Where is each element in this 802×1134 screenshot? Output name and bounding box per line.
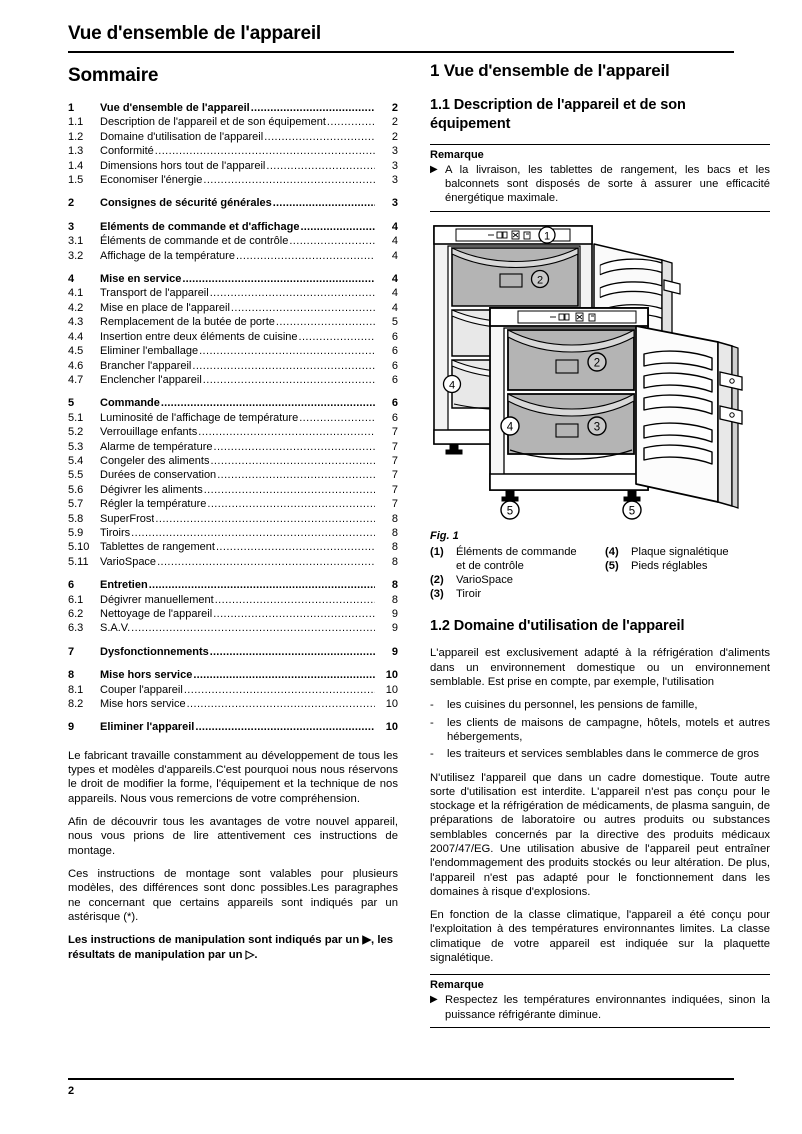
toc-entry[interactable]	[68, 249, 398, 263]
toc-entry-number: 5.5	[68, 469, 84, 482]
toc-entry-page: 10	[385, 721, 398, 734]
legend-entry-key: (3)	[430, 588, 444, 601]
svg-text:5: 5	[506, 505, 514, 518]
toc-entry-label: VarioSpace	[100, 555, 157, 568]
toc-entry-label: Insertion entre deux éléments de cuisine	[100, 330, 298, 343]
toc-entry-page: 8	[391, 512, 398, 525]
toc-entry-page: 2	[391, 116, 398, 129]
toc-entry-page: 2	[391, 130, 398, 143]
toc-entry-label: Brancher l'appareil	[100, 359, 192, 372]
remark-divider-top-2	[430, 974, 770, 975]
remark-item-2	[430, 993, 770, 1021]
toc-entry-number: 1.1	[68, 116, 84, 129]
toc-entry[interactable]	[68, 593, 398, 607]
toc-entry-number: 5	[68, 397, 75, 410]
appliance-illustration	[430, 222, 770, 522]
toc-entry-page: 6	[391, 373, 398, 386]
toc-entry-page: 7	[391, 469, 398, 482]
toc-entry-number: 6	[68, 579, 75, 592]
toc-entry-number: 4.7	[68, 373, 84, 386]
toc-entry-number: 5.7	[68, 498, 84, 511]
legend-column-left	[430, 545, 595, 602]
dash-bullet-icon: -	[430, 699, 434, 712]
toc-entry[interactable]	[68, 144, 398, 158]
toc-leader-dots	[203, 173, 375, 187]
usage-list-item	[430, 747, 770, 761]
toc-entry-number: 5.1	[68, 411, 84, 424]
toc-entry[interactable]	[68, 607, 398, 621]
toc-leader-dots	[276, 315, 375, 329]
toc-entry[interactable]	[68, 373, 398, 387]
toc-entry[interactable]	[68, 526, 398, 540]
toc-leader-dots	[216, 540, 375, 554]
toc-entry-label: Enclencher l'appareil	[100, 373, 202, 386]
remark-text-2: Respectez les températures environnantes indiquées, sinon la puissance réfrigérante diminue.	[445, 994, 770, 1021]
svg-text:1: 1	[543, 230, 551, 243]
toc-entry[interactable]	[68, 344, 398, 358]
toc-leader-dots	[131, 621, 375, 635]
toc-entry[interactable]	[68, 196, 398, 210]
toc-leader-dots	[210, 454, 375, 468]
toc-leader-dots	[210, 286, 375, 300]
legend-entry-key: (4)	[605, 545, 619, 558]
section-1-2-paragraph-1: L'appareil est exclusivement adapté à la réfrigération d'aliments dans un environnement domestique ou un environnement semblable. Est prise en compte, par exemple, l'utilisation	[430, 647, 770, 689]
toc-entry-page: 7	[391, 454, 398, 467]
toc-entry-page: 3	[391, 174, 398, 187]
toc-entry-number: 4.1	[68, 287, 84, 300]
remark-label-2: Remarque	[430, 979, 484, 992]
toc-leader-dots	[193, 668, 375, 682]
toc-entry-number: 7	[68, 645, 75, 658]
callout-2-rear	[532, 270, 549, 287]
toc-entry[interactable]	[68, 159, 398, 173]
toc-entry-label: Tablettes de rangement	[100, 541, 215, 554]
toc-entry[interactable]	[68, 272, 398, 286]
footer-page-number: 2	[68, 1085, 75, 1097]
toc-entry-label: Luminosité de l'affichage de température	[100, 411, 299, 424]
toc-entry-label: Éléments de commande et de contrôle	[100, 235, 289, 248]
legend-entry-label: Tiroir	[456, 588, 482, 601]
legend-entry	[430, 573, 595, 587]
toc-entry-number: 8.2	[68, 698, 84, 711]
remark-divider-bottom-2	[430, 1027, 770, 1028]
callout-4	[501, 417, 519, 435]
chapter-title: 1 Vue d'ensemble de l'appareil	[430, 61, 670, 80]
toc-leader-dots	[184, 683, 375, 697]
section-1-1-title: 1.1 Description de l'appareil et de son équipement	[430, 97, 686, 132]
toc-entry[interactable]	[68, 621, 398, 635]
running-header	[68, 22, 734, 53]
toc-leader-dots	[217, 468, 375, 482]
toc-entry-page: 6	[391, 411, 398, 424]
toc-entry-page: 6	[391, 330, 398, 343]
toc-leader-dots	[214, 440, 376, 454]
toc-entry-label: Eliminer l'appareil	[100, 721, 195, 734]
toc-entry-number: 6.1	[68, 593, 84, 606]
toc-entry[interactable]	[68, 540, 398, 554]
toc-leader-dots	[213, 607, 375, 621]
toc-entry-number: 4.5	[68, 345, 84, 358]
toc-entry-number: 5.9	[68, 526, 84, 539]
toc-entry[interactable]	[68, 683, 398, 697]
toc-entry-number: 3	[68, 220, 75, 233]
toc-entry-number: 4.3	[68, 316, 84, 329]
toc-leader-dots	[182, 272, 375, 286]
toc-entry-number: 5.3	[68, 440, 84, 453]
toc-entry-label: Durées de conservation	[100, 469, 217, 482]
toc-entry-page: 3	[391, 145, 398, 158]
intro-paragraph-2: Afin de découvrir tous les avantages de votre nouvel appareil, nous vous prions de lire attentivement ces instructions de montage.	[68, 816, 398, 857]
toc-entry-page: 8	[391, 593, 398, 606]
dash-bullet-icon: -	[430, 716, 434, 729]
toc-entry-label: Tiroirs	[100, 526, 131, 539]
toc-leader-dots	[289, 234, 375, 248]
toc-entry[interactable]	[68, 220, 398, 234]
toc-entry-label: Domaine d'utilisation de l'appareil	[100, 130, 264, 143]
legend-entry	[605, 545, 770, 559]
toc-entry[interactable]	[68, 454, 398, 468]
toc-entry-page: 5	[391, 316, 398, 329]
remark-divider-top	[430, 144, 770, 145]
toc-leader-dots	[251, 101, 375, 115]
svg-text:2: 2	[536, 274, 544, 287]
toc-entry-number: 1.2	[68, 130, 84, 143]
dash-bullet-icon: -	[430, 748, 434, 761]
toc-entry[interactable]	[68, 645, 398, 659]
toc-entry-page: 9	[391, 608, 398, 620]
toc-entry-label: Couper l'appareil	[100, 683, 183, 696]
legend-entry-key: (1)	[430, 545, 444, 558]
toc-entry-number: 6.3	[68, 622, 84, 635]
figure-caption: Fig. 1	[430, 529, 459, 542]
toc-entry-number: 5.6	[68, 483, 84, 496]
remark-item	[430, 163, 770, 206]
toc-leader-dots	[157, 555, 375, 569]
usage-list-item-text: les cuisines du personnel, les pensions de famille,	[447, 699, 698, 712]
toc-entry-label: Commande	[100, 397, 160, 410]
toc-leader-dots	[210, 645, 375, 659]
toc-entry-label: Economiser l'énergie	[100, 174, 203, 187]
section-1-2-paragraph-2: N'utilisez l'appareil que dans un cadre domestique. Toute autre sorte d'utilisation est interdite. L'appareil n'est pas conçu pour le stockage et la réfrigération de médicaments, de plasma sanguin, de préparations de laboratoire ou autres produits ou substances semblables concernés par la directive des produits médicaux 2007/47/EG. Une utilisation abusive de l'appareil peut entraîner l'endommagement des produits stockés ou leur altération. De plus, l'appareil n'est pas adapté pour le fonctionnement dans les domaines à risque d'explosions.	[430, 771, 770, 898]
toc-entry[interactable]	[68, 578, 398, 592]
toc-entry-number: 3.2	[68, 249, 84, 262]
toc-entry[interactable]	[68, 440, 398, 454]
header-divider	[68, 51, 734, 53]
toc-leader-dots	[149, 578, 375, 592]
usage-list-item	[430, 716, 770, 745]
toc-entry-label: Dégivrer les aliments	[100, 483, 203, 496]
toc-entry[interactable]	[68, 425, 398, 439]
toc-entry-number: 5.11	[68, 555, 89, 568]
remark-label: Remarque	[430, 149, 484, 161]
toc-entry-number: 8.1	[68, 683, 84, 696]
toc-entry[interactable]	[68, 330, 398, 344]
front-drawer-variospace	[508, 330, 634, 390]
toc-entry-label: Eliminer l'emballage	[100, 345, 199, 358]
legend-entry	[430, 587, 595, 601]
toc-entry-page: 4	[391, 249, 398, 262]
toc-entry-page: 3	[391, 197, 398, 210]
page-title: Vue d'ensemble de l'appareil	[68, 23, 321, 44]
adjustable-foot-right	[623, 490, 641, 519]
toc-entry-page: 9	[391, 645, 398, 658]
toc-entry-label: Dysfonctionnements	[100, 645, 209, 658]
toc-entry[interactable]	[68, 411, 398, 425]
toc-entry-page: 4	[391, 220, 398, 233]
toc-entry[interactable]	[68, 130, 398, 144]
toc-entry-label: Alarme de température	[100, 440, 213, 453]
toc-leader-dots	[155, 512, 375, 526]
section-1-2-paragraph-3: En fonction de la classe climatique, l'appareil a été conçu pour l'exploitation à des températures environnantes limites. La classe climatique de votre appareil est indiquée sur la plaquette signalétique.	[430, 909, 770, 965]
legend-entry-label: Plaque signalétique	[631, 545, 729, 558]
toc-leader-dots	[203, 373, 375, 387]
legend-entry-label: Éléments de commande	[456, 545, 577, 558]
toc-entry-label: Entretien	[100, 579, 148, 592]
toc-heading: Sommaire	[68, 65, 159, 86]
toc-entry[interactable]	[68, 359, 398, 373]
toc-leader-dots	[266, 159, 375, 173]
figure-1	[430, 222, 770, 602]
toc-entry-page: 8	[391, 526, 398, 539]
toc-entry[interactable]	[68, 697, 398, 711]
toc-entry[interactable]	[68, 396, 398, 410]
toc-entry-page: 3	[391, 159, 398, 172]
legend-entry-label: Pieds réglables	[631, 559, 708, 572]
toc-entry-label: Congeler des aliments	[100, 454, 210, 467]
intro-paragraph-1: Le fabricant travaille constamment au développement de tous les types et modèles d'appareils.C'est pourquoi nous nous réservons le droit de modifier la forme, l'équipement et la technique de nos appareils. Nous vous remercions de votre compréhension.	[68, 749, 398, 805]
svg-text:4: 4	[448, 379, 456, 392]
toc-entry[interactable]	[68, 234, 398, 248]
toc-leader-dots	[273, 196, 375, 210]
toc-leader-dots	[161, 396, 375, 410]
toc-entry-page: 10	[385, 683, 398, 696]
toc-leader-dots	[131, 526, 375, 540]
toc-entry-page: 2	[391, 102, 398, 114]
toc-entry-page: 6	[391, 397, 398, 410]
toc-entry-label: Mise hors service	[100, 669, 193, 682]
toc-entry[interactable]	[68, 286, 398, 300]
toc-entry-label: Eléments de commande et d'affichage	[100, 220, 300, 233]
remark-box-1	[430, 144, 770, 212]
usage-list	[430, 698, 770, 761]
adjustable-foot-left	[501, 490, 519, 519]
toc-entry-label: Description de l'appareil et de son équipement	[100, 116, 326, 129]
toc-entry-page: 8	[391, 579, 398, 592]
toc-entry-label: S.A.V.	[100, 622, 131, 635]
toc-entry-number: 6.2	[68, 608, 84, 620]
toc-entry[interactable]	[68, 315, 398, 329]
toc-entry[interactable]	[68, 173, 398, 187]
toc-leader-dots	[192, 359, 375, 373]
toc-entry-number: 5.10	[68, 541, 90, 554]
toc-entry-label: Dégivrer manuellement	[100, 593, 214, 606]
page-footer	[68, 1078, 734, 1097]
toc-leader-dots	[231, 301, 375, 315]
toc-entry[interactable]	[68, 512, 398, 526]
legend-column-right	[605, 545, 770, 602]
legend-entry-key: (2)	[430, 574, 444, 587]
callout-1	[539, 227, 555, 243]
toc-leader-dots	[199, 344, 375, 358]
callout-4-rear	[444, 375, 461, 392]
toc-entry-label: Mise en service	[100, 273, 182, 286]
toc-entry-number: 1.4	[68, 159, 84, 172]
toc-entry-label: Transport de l'appareil	[100, 287, 209, 300]
toc-entry-number: 2	[68, 197, 75, 210]
toc-entry-page: 4	[391, 301, 398, 314]
front-door	[636, 326, 742, 508]
intro-paragraph-3: Ces instructions de montage sont valables pour plusieurs modèles, des différences sont donc possibles.Les paragraphes ne concernant que certains appareils sont indiqués par un astérisque (*).	[68, 867, 398, 923]
toc-entry[interactable]	[68, 668, 398, 682]
svg-text:4: 4	[506, 421, 514, 434]
toc-entry-page: 7	[391, 498, 398, 511]
legend-entry	[605, 559, 770, 573]
toc-entry-page: 7	[391, 483, 398, 496]
legend-entry-label: VarioSpace	[456, 574, 514, 587]
callout-2	[588, 353, 606, 371]
toc-entry-label: Verrouillage enfants	[100, 426, 198, 439]
toc-leader-dots	[195, 720, 375, 734]
toc-leader-dots	[155, 144, 375, 158]
toc-leader-dots	[264, 130, 375, 144]
svg-text:3: 3	[593, 421, 601, 434]
toc-entry-page: 8	[391, 555, 398, 568]
toc-entry-number: 9	[68, 721, 75, 734]
toc-entry-label: Mise hors service	[100, 698, 186, 711]
toc-leader-dots	[236, 249, 375, 263]
toc-entry-page: 8	[391, 541, 398, 554]
remark-divider-bottom	[430, 211, 770, 212]
toc-entry[interactable]	[68, 555, 398, 569]
legend-entry-label-continued: et de contrôle	[456, 559, 524, 572]
toc-entry[interactable]	[68, 115, 398, 129]
toc-entry-number: 1	[68, 102, 75, 114]
remark-text: A la livraison, les tablettes de rangement, les bacs et les balconnets sont disposés de sorte à assurer une efficacité énergétique maximale.	[445, 164, 770, 205]
figure-legend	[430, 545, 770, 602]
toc-entry-page: 7	[391, 426, 398, 439]
toc-entry-number: 5.4	[68, 454, 84, 467]
toc-entry-label: Régler la température	[100, 498, 207, 511]
toc-leader-dots	[204, 483, 375, 497]
toc-entry-label: Vue d'ensemble de l'appareil	[100, 102, 250, 114]
footer-divider	[68, 1078, 734, 1080]
right-column	[430, 60, 770, 1028]
toc-entry-label: Mise en place de l'appareil	[100, 301, 230, 314]
legend-entry	[430, 545, 595, 559]
toc-entry-number: 4.6	[68, 359, 84, 372]
remark-box-2	[430, 974, 770, 1027]
toc-entry-label: Consignes de sécurité générales	[100, 197, 272, 210]
toc-entry-page: 4	[391, 273, 398, 286]
section-1-2-title: 1.2 Domaine d'utilisation de l'appareil	[430, 618, 685, 635]
intro-symbol-note: Les instructions de manipulation sont indiqués par un ▶, les résultats de manipulation par un ▷.	[68, 934, 394, 961]
toc-leader-dots	[198, 425, 375, 439]
toc-entry-number: 1.3	[68, 145, 84, 158]
toc-entry-number: 4.4	[68, 330, 84, 343]
callout-3	[588, 417, 606, 435]
toc-entry-page: 7	[391, 440, 398, 453]
usage-list-item-text: les traiteurs et services semblables dans le commerce de gros	[447, 748, 760, 761]
toc-leader-dots	[300, 220, 375, 234]
toc-entry-page: 6	[391, 345, 398, 358]
usage-list-item	[430, 698, 770, 712]
toc-entry-number: 8	[68, 669, 75, 682]
rear-drawer-top	[452, 248, 578, 306]
front-appliance	[490, 308, 648, 519]
toc-entry-label: Nettoyage de l'appareil	[100, 608, 213, 620]
toc-entry-label: Remplacement de la butée de porte	[100, 316, 275, 329]
toc-entry[interactable]	[68, 720, 398, 734]
toc-entry[interactable]	[68, 483, 398, 497]
table-of-contents	[68, 101, 398, 735]
toc-entry-number: 5.2	[68, 426, 84, 439]
toc-entry[interactable]	[68, 101, 398, 115]
toc-entry-number: 1.5	[68, 174, 84, 187]
toc-entry-label: SuperFrost	[100, 512, 155, 525]
filled-triangle-icon-2: ▶	[430, 994, 438, 1006]
toc-leader-dots	[299, 330, 375, 344]
legend-entry-key: (5)	[605, 559, 619, 572]
toc-entry-label: Conformité	[100, 145, 154, 158]
toc-entry-number: 4	[68, 273, 75, 286]
toc-entry-page: 4	[391, 287, 398, 300]
toc-leader-dots	[299, 411, 375, 425]
front-drawer-tiroir	[508, 394, 634, 459]
toc-entry-page: 9	[391, 622, 398, 635]
toc-entry-number: 4.2	[68, 301, 84, 314]
svg-text:2: 2	[593, 357, 601, 370]
toc-entry[interactable]	[68, 497, 398, 511]
usage-list-item-text: les clients de maisons de campagne, hôtels, motels et autres hébergements,	[447, 716, 770, 743]
toc-entry-number: 5.8	[68, 512, 84, 525]
toc-entry-number: 3.1	[68, 235, 84, 248]
toc-entry-page: 10	[385, 698, 398, 711]
toc-leader-dots	[327, 115, 375, 129]
toc-entry[interactable]	[68, 301, 398, 315]
toc-entry-label: Affichage de la température	[100, 249, 235, 262]
toc-leader-dots	[207, 497, 375, 511]
toc-leader-dots	[187, 697, 375, 711]
left-column	[68, 64, 398, 962]
svg-text:5: 5	[628, 505, 636, 518]
toc-entry-page: 6	[391, 359, 398, 372]
toc-entry[interactable]	[68, 468, 398, 482]
toc-entry-page: 4	[391, 235, 398, 248]
toc-leader-dots	[215, 593, 375, 607]
toc-entry-page: 10	[385, 669, 398, 682]
filled-triangle-icon: ▶	[430, 164, 438, 175]
toc-entry-label: Dimensions hors tout de l'appareil	[100, 159, 266, 172]
